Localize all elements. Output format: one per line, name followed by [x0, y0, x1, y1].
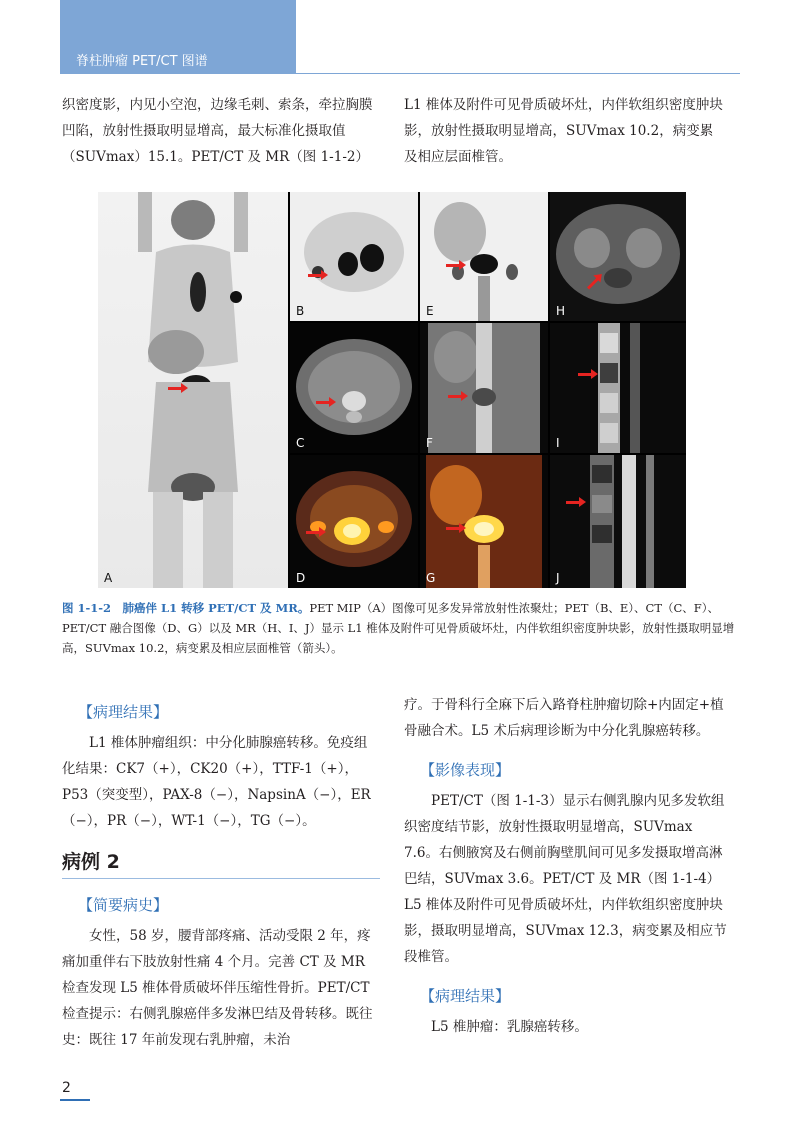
panel-e-pet-coronal [420, 192, 548, 321]
history-heading: 【简要病史】 [78, 896, 169, 914]
label-f: F [426, 436, 433, 450]
page-number: 2 [62, 1080, 71, 1096]
pathology-text-2: L5 椎肿瘤：乳腺癌转移。 [431, 1019, 588, 1035]
header-rule [296, 73, 740, 74]
panel-i-mr-sagittal [550, 323, 686, 453]
history-continued: 疗。于骨科行全麻下后入路脊柱肿瘤切除+内固定+植骨融合术。L5 术后病理诊断为中分化乳腺癌转移。 [404, 697, 724, 739]
arrow-b [308, 274, 322, 277]
panel-f-ct-coronal [420, 323, 548, 453]
label-i: I [556, 436, 560, 450]
arrow-c [316, 401, 330, 404]
arrow-f [448, 395, 462, 398]
arrow-i [578, 373, 592, 376]
label-c: C [296, 436, 305, 450]
top-left-column [62, 92, 380, 170]
arrow-g [446, 527, 460, 530]
label-j: J [556, 571, 560, 585]
history-text: 女性，58 岁，腰背部疼痛、活动受限 2 年，疼痛加重伴右下肢放射性痛 4 个月。完善 CT 及 MR 检查发现 L5 椎体骨质破坏伴压缩性骨折。PET/CT 检查提示：右侧乳腺癌伴多发淋巴结及骨转移。既往史：既往 17 年前发现右乳肿瘤，未治 [62, 928, 373, 1048]
panel-b-pet-axial [290, 192, 418, 321]
arrow-e [446, 264, 460, 267]
caption-text: PET MIP（A）图像可见多发异常放射性浓聚灶；PET（B、E）、CT（C、F）、PET/CT 融合图像（D、G）以及 MR（H、I、J）显示 L1 椎体及附件可见骨质破坏灶，内伴软组织密度肿块影，放射性摄取明显增高，SUVmax 10.2，病变累及相应层面椎管（箭头）。 [62, 601, 735, 655]
label-d: D [296, 571, 306, 585]
figure-caption [62, 598, 740, 658]
panel-g-fusion-coronal [420, 455, 548, 588]
imaging-heading: 【影像表现】 [420, 761, 511, 779]
label-e: E [426, 304, 434, 318]
arrow-d [306, 531, 320, 534]
footer-rule [60, 1099, 90, 1101]
imaging-text: PET/CT（图 1-1-3）显示右侧乳腺内见多发软组织密度结节影，放射性摄取明显增高，SUVmax 7.6。右侧腋窝及右侧前胸壁肌间可见多发摄取增高淋巴结，SUVmax 3.6。PET/CT 及 MR（图 1-1-4）L5 椎体及附件可见骨质破坏灶，内伴软组织密度肿块影，摄取明显增高，SUVmax 12.3，病变累及相应节段椎管。 [404, 793, 727, 965]
pathology-text: L1 椎体肿瘤组织：中分化肺腺癌转移。免疫组化结果：CK7（+），CK20（+），TTF-1（+），P53（突变型），PAX-8（−），NapsinA（−），ER（−），PR（−），WT-1（−），TG（−）。 [62, 735, 371, 829]
panel-h-mr-axial [550, 192, 686, 321]
top-right-column [404, 92, 726, 170]
caption-lead: 图 1-1-2 肺癌伴 L1 转移 PET/CT 及 MR。 [62, 601, 310, 615]
panel-a-pet-mip [98, 192, 288, 588]
top-right-text: L1 椎体及附件可见骨质破坏灶，内伴软组织密度肿块影，放射性摄取明显增高，SUVmax 10.2，病变累及相应层面椎管。 [404, 97, 723, 165]
left-column [62, 692, 380, 1053]
pathology-heading-2: 【病理结果】 [420, 987, 511, 1005]
top-left-text: 织密度影，内见小空泡，边缘毛刺、索条，牵拉胸膜凹陷，放射性摄取明显增高，最大标准化摄取值（SUVmax）15.1。PET/CT 及 MR（图 1-1-2） [62, 97, 373, 165]
arrow-a [168, 387, 182, 390]
figure-1-1-2 [98, 192, 686, 588]
running-header: 脊柱肿瘤 PET/CT 图谱 [76, 54, 208, 69]
right-column [404, 692, 728, 1040]
label-g: G [426, 571, 436, 585]
arrow-j [566, 501, 580, 504]
label-h: H [556, 304, 566, 318]
label-a: A [104, 571, 113, 585]
panel-c-ct-axial [290, 323, 418, 453]
panel-j-mr-sagittal-t2 [550, 455, 686, 588]
case-2-title: 病例 2 [62, 848, 380, 879]
label-b: B [296, 304, 305, 318]
pathology-heading: 【病理结果】 [78, 703, 169, 721]
panel-d-fusion-axial [290, 455, 418, 588]
